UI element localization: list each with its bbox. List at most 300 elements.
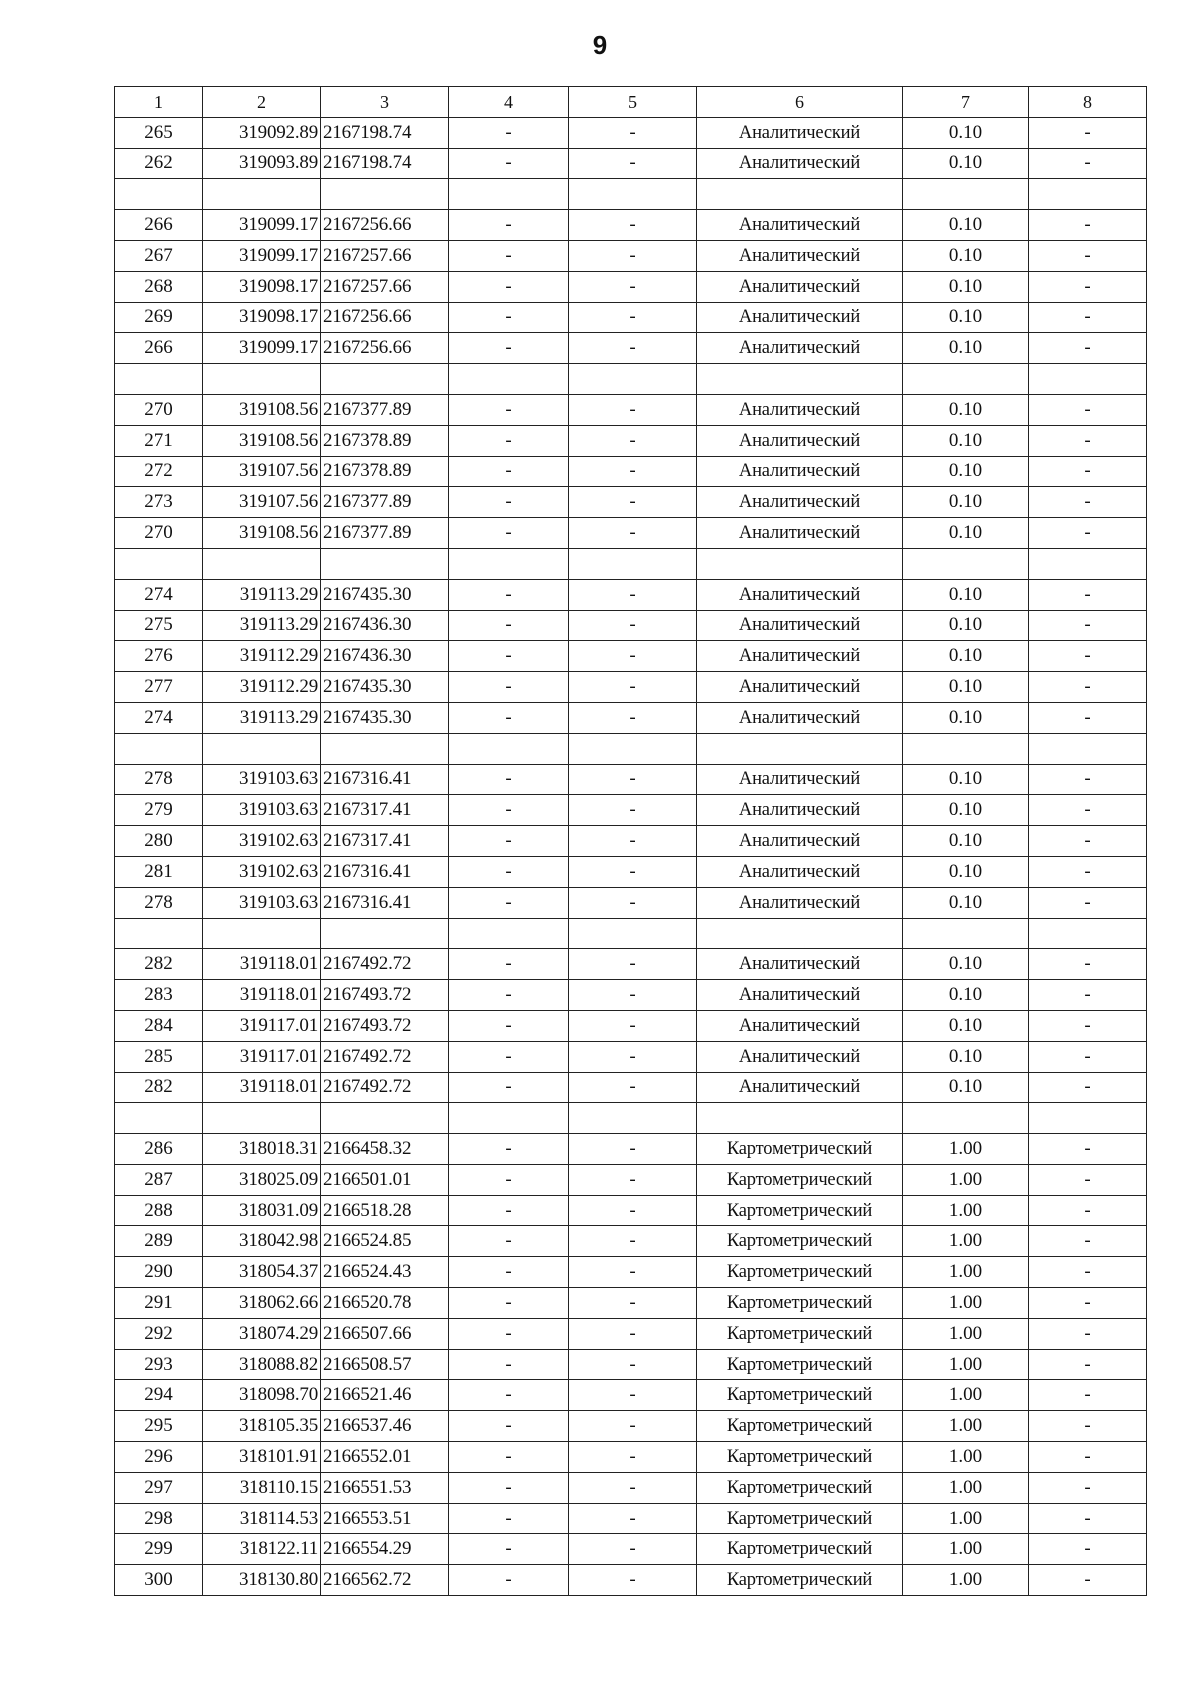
table-row <box>115 579 1147 610</box>
point-number-cell: 270 <box>115 394 203 425</box>
accuracy-cell: 0.10 <box>903 1041 1029 1072</box>
method-cell <box>697 918 903 949</box>
accuracy-cell: 1.00 <box>903 1134 1029 1165</box>
column-8-cell: - <box>1029 980 1147 1011</box>
column-4-cell: - <box>449 240 569 271</box>
accuracy-cell: 0.10 <box>903 579 1029 610</box>
column-8-cell: - <box>1029 887 1147 918</box>
method-cell: Аналитический <box>697 302 903 333</box>
x-coordinate-cell: 319099.17 <box>203 210 321 241</box>
column-4-cell <box>449 179 569 210</box>
column-5-cell: - <box>569 702 697 733</box>
x-coordinate-cell: 319118.01 <box>203 1072 321 1103</box>
column-5-cell: - <box>569 1534 697 1565</box>
y-coordinate-cell: 2167257.66 <box>321 271 449 302</box>
table-row <box>115 548 1147 579</box>
column-header: 8 <box>1029 87 1147 118</box>
column-5-cell: - <box>569 856 697 887</box>
column-8-cell: - <box>1029 1380 1147 1411</box>
column-4-cell: - <box>449 610 569 641</box>
accuracy-cell: 1.00 <box>903 1442 1029 1473</box>
column-4-cell: - <box>449 887 569 918</box>
table-row <box>115 672 1147 703</box>
method-cell <box>697 364 903 395</box>
method-cell: Аналитический <box>697 1010 903 1041</box>
accuracy-cell: 0.10 <box>903 856 1029 887</box>
column-5-cell: - <box>569 1503 697 1534</box>
table-row <box>115 1010 1147 1041</box>
point-number-cell: 289 <box>115 1226 203 1257</box>
x-coordinate-cell: 319099.17 <box>203 240 321 271</box>
x-coordinate-cell: 318042.98 <box>203 1226 321 1257</box>
column-5-cell: - <box>569 1442 697 1473</box>
x-coordinate-cell: 318122.11 <box>203 1534 321 1565</box>
table-row <box>115 610 1147 641</box>
accuracy-cell: 0.10 <box>903 826 1029 857</box>
x-coordinate-cell: 318054.37 <box>203 1257 321 1288</box>
accuracy-cell <box>903 1103 1029 1134</box>
point-number-cell: 288 <box>115 1195 203 1226</box>
accuracy-cell: 0.10 <box>903 148 1029 179</box>
column-5-cell: - <box>569 1226 697 1257</box>
x-coordinate-cell: 318025.09 <box>203 1164 321 1195</box>
coordinates-table <box>114 86 1147 1596</box>
method-cell: Аналитический <box>697 487 903 518</box>
column-8-cell <box>1029 918 1147 949</box>
column-5-cell: - <box>569 1318 697 1349</box>
column-4-cell: - <box>449 1503 569 1534</box>
y-coordinate-cell: 2166553.51 <box>321 1503 449 1534</box>
method-cell: Картометрический <box>697 1472 903 1503</box>
column-8-cell: - <box>1029 302 1147 333</box>
column-5-cell: - <box>569 518 697 549</box>
method-cell: Аналитический <box>697 856 903 887</box>
y-coordinate-cell <box>321 733 449 764</box>
x-coordinate-cell: 318018.31 <box>203 1134 321 1165</box>
accuracy-cell: 1.00 <box>903 1349 1029 1380</box>
point-number-cell: 297 <box>115 1472 203 1503</box>
column-8-cell <box>1029 364 1147 395</box>
point-number-cell: 265 <box>115 117 203 148</box>
table-row <box>115 179 1147 210</box>
column-4-cell: - <box>449 672 569 703</box>
method-cell: Аналитический <box>697 980 903 1011</box>
accuracy-cell: 1.00 <box>903 1195 1029 1226</box>
column-5-cell: - <box>569 887 697 918</box>
y-coordinate-cell: 2167198.74 <box>321 148 449 179</box>
point-number-cell <box>115 918 203 949</box>
y-coordinate-cell: 2166520.78 <box>321 1288 449 1319</box>
column-5-cell <box>569 179 697 210</box>
column-5-cell: - <box>569 1565 697 1596</box>
point-number-cell: 292 <box>115 1318 203 1349</box>
y-coordinate-cell: 2166562.72 <box>321 1565 449 1596</box>
method-cell: Картометрический <box>697 1380 903 1411</box>
method-cell: Аналитический <box>697 425 903 456</box>
column-header: 5 <box>569 87 697 118</box>
column-8-cell: - <box>1029 425 1147 456</box>
column-5-cell: - <box>569 117 697 148</box>
column-5-cell: - <box>569 1349 697 1380</box>
point-number-cell: 281 <box>115 856 203 887</box>
point-number-cell <box>115 1103 203 1134</box>
point-number-cell: 290 <box>115 1257 203 1288</box>
x-coordinate-cell <box>203 918 321 949</box>
table-row <box>115 1442 1147 1473</box>
x-coordinate-cell: 319108.56 <box>203 518 321 549</box>
method-cell: Картометрический <box>697 1288 903 1319</box>
y-coordinate-cell: 2166524.85 <box>321 1226 449 1257</box>
method-cell: Аналитический <box>697 579 903 610</box>
method-cell: Картометрический <box>697 1134 903 1165</box>
column-4-cell: - <box>449 1349 569 1380</box>
point-number-cell: 294 <box>115 1380 203 1411</box>
table-row <box>115 1534 1147 1565</box>
method-cell: Аналитический <box>697 518 903 549</box>
column-4-cell: - <box>449 1134 569 1165</box>
x-coordinate-cell: 319108.56 <box>203 425 321 456</box>
column-8-cell: - <box>1029 456 1147 487</box>
column-5-cell: - <box>569 425 697 456</box>
column-5-cell <box>569 548 697 579</box>
column-header: 1 <box>115 87 203 118</box>
column-4-cell: - <box>449 1442 569 1473</box>
column-header: 4 <box>449 87 569 118</box>
table-row <box>115 1411 1147 1442</box>
x-coordinate-cell: 318110.15 <box>203 1472 321 1503</box>
column-8-cell: - <box>1029 610 1147 641</box>
x-coordinate-cell: 319102.63 <box>203 856 321 887</box>
method-cell: Аналитический <box>697 271 903 302</box>
table-row <box>115 949 1147 980</box>
column-4-cell: - <box>449 1472 569 1503</box>
y-coordinate-cell <box>321 364 449 395</box>
column-4-cell: - <box>449 302 569 333</box>
x-coordinate-cell: 319103.63 <box>203 887 321 918</box>
table-row <box>115 856 1147 887</box>
column-4-cell: - <box>449 1072 569 1103</box>
point-number-cell: 299 <box>115 1534 203 1565</box>
method-cell: Картометрический <box>697 1503 903 1534</box>
y-coordinate-cell: 2167492.72 <box>321 949 449 980</box>
y-coordinate-cell <box>321 1103 449 1134</box>
column-4-cell: - <box>449 117 569 148</box>
method-cell: Аналитический <box>697 672 903 703</box>
point-number-cell: 272 <box>115 456 203 487</box>
y-coordinate-cell: 2167436.30 <box>321 610 449 641</box>
accuracy-cell: 0.10 <box>903 394 1029 425</box>
table-row <box>115 733 1147 764</box>
table-row <box>115 1472 1147 1503</box>
accuracy-cell: 0.10 <box>903 887 1029 918</box>
method-cell: Аналитический <box>697 826 903 857</box>
column-4-cell: - <box>449 826 569 857</box>
y-coordinate-cell: 2166508.57 <box>321 1349 449 1380</box>
accuracy-cell: 0.10 <box>903 117 1029 148</box>
y-coordinate-cell: 2167316.41 <box>321 856 449 887</box>
column-5-cell: - <box>569 148 697 179</box>
method-cell <box>697 179 903 210</box>
point-number-cell: 270 <box>115 518 203 549</box>
column-8-cell: - <box>1029 1503 1147 1534</box>
y-coordinate-cell: 2166501.01 <box>321 1164 449 1195</box>
accuracy-cell <box>903 548 1029 579</box>
y-coordinate-cell: 2166518.28 <box>321 1195 449 1226</box>
column-8-cell: - <box>1029 1195 1147 1226</box>
y-coordinate-cell: 2167493.72 <box>321 980 449 1011</box>
table-row <box>115 1380 1147 1411</box>
column-5-cell: - <box>569 210 697 241</box>
x-coordinate-cell: 318062.66 <box>203 1288 321 1319</box>
table-row <box>115 826 1147 857</box>
y-coordinate-cell: 2167316.41 <box>321 764 449 795</box>
x-coordinate-cell: 319117.01 <box>203 1041 321 1072</box>
column-8-cell: - <box>1029 641 1147 672</box>
column-header: 6 <box>697 87 903 118</box>
table-row <box>115 117 1147 148</box>
column-8-cell <box>1029 733 1147 764</box>
column-5-cell: - <box>569 826 697 857</box>
table-row <box>115 641 1147 672</box>
column-8-cell: - <box>1029 518 1147 549</box>
column-4-cell: - <box>449 333 569 364</box>
x-coordinate-cell: 319112.29 <box>203 641 321 672</box>
x-coordinate-cell <box>203 1103 321 1134</box>
column-8-cell: - <box>1029 333 1147 364</box>
point-number-cell: 296 <box>115 1442 203 1473</box>
accuracy-cell: 1.00 <box>903 1411 1029 1442</box>
x-coordinate-cell <box>203 364 321 395</box>
column-4-cell: - <box>449 641 569 672</box>
column-5-cell <box>569 733 697 764</box>
x-coordinate-cell <box>203 548 321 579</box>
table-row <box>115 980 1147 1011</box>
column-8-cell: - <box>1029 702 1147 733</box>
column-8-cell: - <box>1029 1164 1147 1195</box>
column-4-cell: - <box>449 856 569 887</box>
column-8-cell: - <box>1029 1534 1147 1565</box>
table-row <box>115 1565 1147 1596</box>
column-5-cell: - <box>569 579 697 610</box>
method-cell: Аналитический <box>697 641 903 672</box>
x-coordinate-cell: 319103.63 <box>203 764 321 795</box>
column-8-cell: - <box>1029 795 1147 826</box>
column-4-cell <box>449 918 569 949</box>
column-5-cell: - <box>569 1472 697 1503</box>
method-cell: Аналитический <box>697 240 903 271</box>
x-coordinate-cell: 318031.09 <box>203 1195 321 1226</box>
method-cell: Картометрический <box>697 1164 903 1195</box>
column-5-cell: - <box>569 764 697 795</box>
point-number-cell: 271 <box>115 425 203 456</box>
accuracy-cell: 0.10 <box>903 672 1029 703</box>
column-8-cell: - <box>1029 1442 1147 1473</box>
column-4-cell: - <box>449 425 569 456</box>
table-row <box>115 1072 1147 1103</box>
table-header-row <box>115 87 1147 118</box>
column-4-cell: - <box>449 1010 569 1041</box>
x-coordinate-cell: 318105.35 <box>203 1411 321 1442</box>
column-5-cell: - <box>569 271 697 302</box>
column-8-cell <box>1029 179 1147 210</box>
table-row <box>115 1318 1147 1349</box>
column-8-cell: - <box>1029 1472 1147 1503</box>
column-5-cell: - <box>569 980 697 1011</box>
point-number-cell <box>115 548 203 579</box>
y-coordinate-cell: 2167198.74 <box>321 117 449 148</box>
column-5-cell: - <box>569 487 697 518</box>
point-number-cell: 287 <box>115 1164 203 1195</box>
column-5-cell: - <box>569 610 697 641</box>
method-cell: Аналитический <box>697 148 903 179</box>
point-number-cell: 279 <box>115 795 203 826</box>
x-coordinate-cell: 319093.89 <box>203 148 321 179</box>
y-coordinate-cell: 2167493.72 <box>321 1010 449 1041</box>
y-coordinate-cell: 2167256.66 <box>321 333 449 364</box>
column-4-cell: - <box>449 1411 569 1442</box>
point-number-cell: 267 <box>115 240 203 271</box>
point-number-cell: 278 <box>115 764 203 795</box>
column-8-cell: - <box>1029 949 1147 980</box>
accuracy-cell <box>903 364 1029 395</box>
point-number-cell: 295 <box>115 1411 203 1442</box>
y-coordinate-cell: 2166524.43 <box>321 1257 449 1288</box>
column-8-cell <box>1029 1103 1147 1134</box>
table-row <box>115 425 1147 456</box>
method-cell: Аналитический <box>697 795 903 826</box>
y-coordinate-cell: 2167317.41 <box>321 795 449 826</box>
point-number-cell: 285 <box>115 1041 203 1072</box>
column-8-cell: - <box>1029 394 1147 425</box>
accuracy-cell: 0.10 <box>903 210 1029 241</box>
x-coordinate-cell <box>203 733 321 764</box>
x-coordinate-cell: 319103.63 <box>203 795 321 826</box>
column-5-cell: - <box>569 1134 697 1165</box>
accuracy-cell: 0.10 <box>903 271 1029 302</box>
y-coordinate-cell: 2167377.89 <box>321 518 449 549</box>
y-coordinate-cell: 2167492.72 <box>321 1072 449 1103</box>
point-number-cell: 286 <box>115 1134 203 1165</box>
column-8-cell: - <box>1029 210 1147 241</box>
y-coordinate-cell: 2166458.32 <box>321 1134 449 1165</box>
y-coordinate-cell: 2167378.89 <box>321 456 449 487</box>
column-4-cell: - <box>449 1041 569 1072</box>
column-8-cell <box>1029 548 1147 579</box>
table-row <box>115 487 1147 518</box>
accuracy-cell: 0.10 <box>903 456 1029 487</box>
table-row <box>115 333 1147 364</box>
accuracy-cell <box>903 179 1029 210</box>
y-coordinate-cell: 2166551.53 <box>321 1472 449 1503</box>
x-coordinate-cell: 319098.17 <box>203 302 321 333</box>
x-coordinate-cell: 318098.70 <box>203 1380 321 1411</box>
x-coordinate-cell: 319113.29 <box>203 579 321 610</box>
accuracy-cell: 1.00 <box>903 1472 1029 1503</box>
accuracy-cell <box>903 733 1029 764</box>
column-5-cell: - <box>569 949 697 980</box>
method-cell <box>697 548 903 579</box>
column-4-cell: - <box>449 1257 569 1288</box>
column-4-cell: - <box>449 456 569 487</box>
table-row <box>115 1041 1147 1072</box>
column-5-cell: - <box>569 1411 697 1442</box>
point-number-cell: 283 <box>115 980 203 1011</box>
column-8-cell: - <box>1029 1349 1147 1380</box>
y-coordinate-cell: 2166554.29 <box>321 1534 449 1565</box>
method-cell: Аналитический <box>697 949 903 980</box>
column-5-cell: - <box>569 302 697 333</box>
y-coordinate-cell: 2167435.30 <box>321 702 449 733</box>
column-4-cell: - <box>449 1226 569 1257</box>
column-8-cell: - <box>1029 487 1147 518</box>
column-5-cell: - <box>569 1010 697 1041</box>
table-row <box>115 271 1147 302</box>
y-coordinate-cell <box>321 918 449 949</box>
accuracy-cell: 1.00 <box>903 1380 1029 1411</box>
x-coordinate-cell: 318114.53 <box>203 1503 321 1534</box>
column-5-cell: - <box>569 240 697 271</box>
accuracy-cell: 1.00 <box>903 1257 1029 1288</box>
point-number-cell: 273 <box>115 487 203 518</box>
method-cell <box>697 1103 903 1134</box>
column-5-cell <box>569 1103 697 1134</box>
table-body <box>115 117 1147 1595</box>
accuracy-cell: 0.10 <box>903 641 1029 672</box>
column-4-cell: - <box>449 764 569 795</box>
column-4-cell: - <box>449 1534 569 1565</box>
table-row <box>115 1164 1147 1195</box>
x-coordinate-cell: 319112.29 <box>203 672 321 703</box>
column-4-cell: - <box>449 210 569 241</box>
column-8-cell: - <box>1029 148 1147 179</box>
accuracy-cell: 0.10 <box>903 333 1029 364</box>
point-number-cell <box>115 733 203 764</box>
x-coordinate-cell: 318101.91 <box>203 1442 321 1473</box>
table-row <box>115 1226 1147 1257</box>
y-coordinate-cell: 2167316.41 <box>321 887 449 918</box>
column-5-cell: - <box>569 1041 697 1072</box>
x-coordinate-cell <box>203 179 321 210</box>
method-cell: Картометрический <box>697 1195 903 1226</box>
column-8-cell: - <box>1029 1318 1147 1349</box>
y-coordinate-cell <box>321 179 449 210</box>
accuracy-cell: 0.10 <box>903 764 1029 795</box>
method-cell: Аналитический <box>697 610 903 641</box>
method-cell: Картометрический <box>697 1226 903 1257</box>
y-coordinate-cell: 2166537.46 <box>321 1411 449 1442</box>
column-4-cell: - <box>449 980 569 1011</box>
point-number-cell: 275 <box>115 610 203 641</box>
accuracy-cell: 0.10 <box>903 610 1029 641</box>
column-4-cell: - <box>449 1318 569 1349</box>
method-cell: Картометрический <box>697 1349 903 1380</box>
x-coordinate-cell: 319102.63 <box>203 826 321 857</box>
point-number-cell: 266 <box>115 210 203 241</box>
accuracy-cell: 1.00 <box>903 1226 1029 1257</box>
table-row <box>115 702 1147 733</box>
column-8-cell: - <box>1029 1565 1147 1596</box>
column-8-cell: - <box>1029 1411 1147 1442</box>
y-coordinate-cell: 2166552.01 <box>321 1442 449 1473</box>
method-cell: Аналитический <box>697 702 903 733</box>
point-number-cell: 282 <box>115 1072 203 1103</box>
column-8-cell: - <box>1029 271 1147 302</box>
column-4-cell <box>449 1103 569 1134</box>
point-number-cell: 276 <box>115 641 203 672</box>
x-coordinate-cell: 319098.17 <box>203 271 321 302</box>
accuracy-cell: 0.10 <box>903 949 1029 980</box>
method-cell: Картометрический <box>697 1534 903 1565</box>
